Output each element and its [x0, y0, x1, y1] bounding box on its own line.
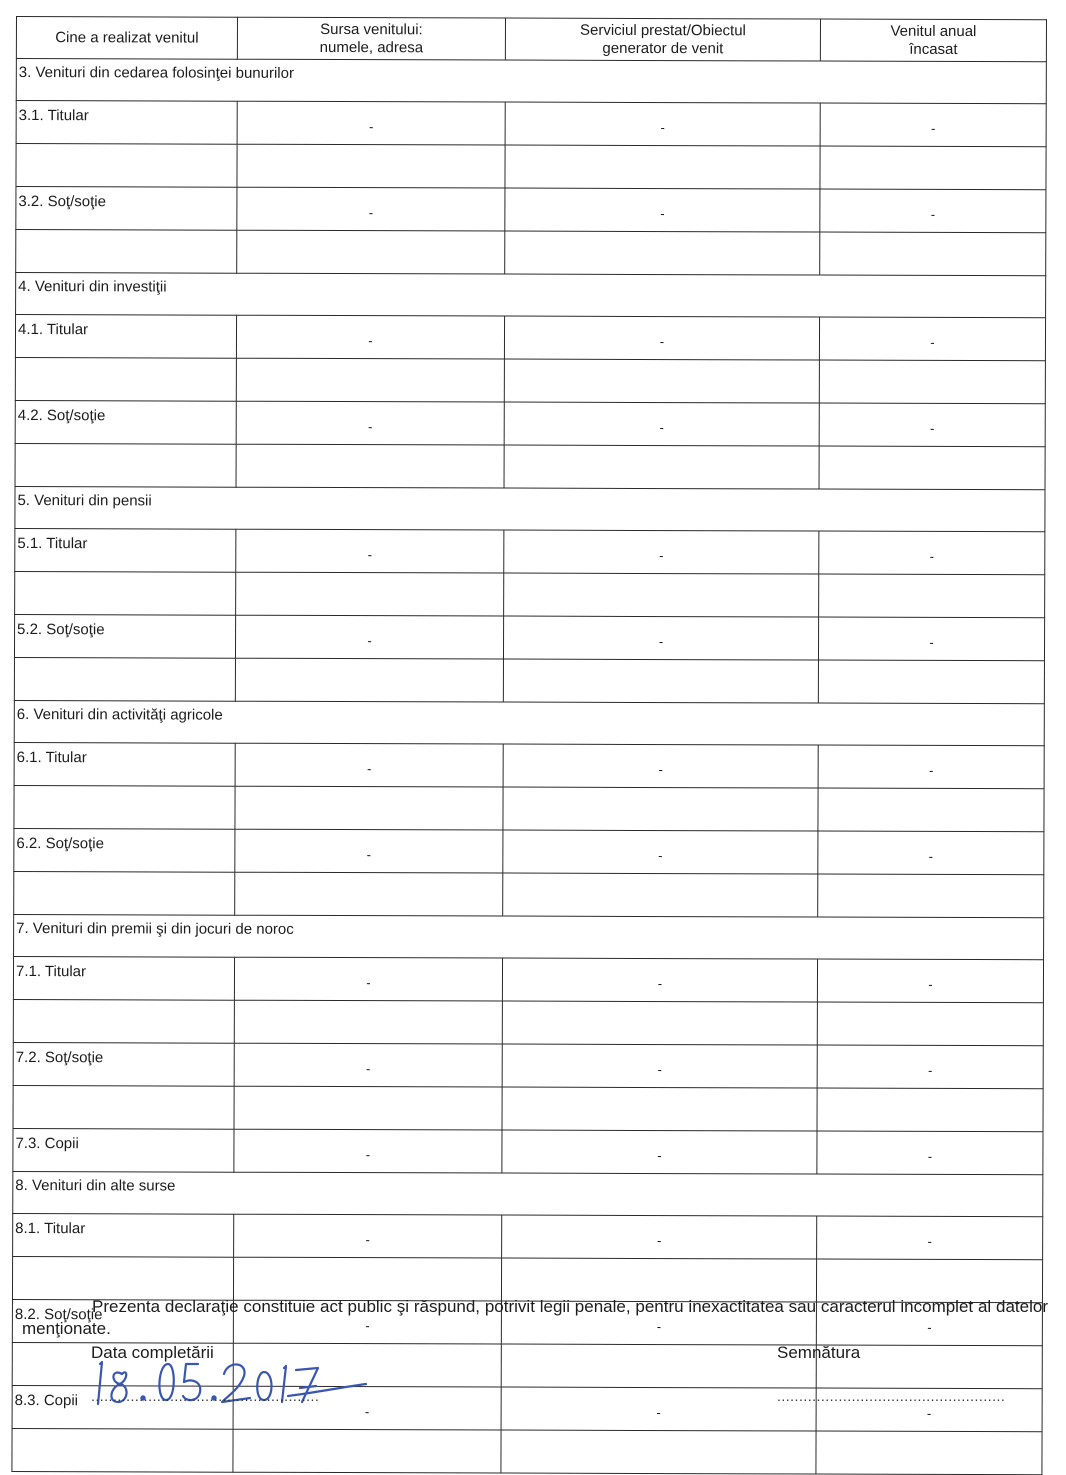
table-row	[16, 144, 1046, 190]
table-header-row	[16, 17, 1046, 62]
row-label-text: 3.1. Titular	[18, 107, 89, 125]
row-label-cell	[15, 528, 236, 572]
income-cell	[819, 574, 1045, 618]
header-service-line2: generator de venit	[602, 39, 724, 57]
table-row	[15, 443, 1045, 489]
income-text: -	[927, 1319, 932, 1335]
table-row	[15, 571, 1045, 617]
source-text: -	[368, 118, 374, 134]
source-text: -	[367, 546, 373, 562]
row-label-text: 8.1. Titular	[15, 1220, 86, 1238]
source-cell	[235, 658, 503, 702]
section-row	[16, 273, 1046, 318]
source-text: -	[365, 1146, 371, 1162]
source-cell	[236, 572, 504, 616]
source-cell	[236, 315, 504, 359]
service-cell	[502, 1215, 817, 1259]
source-cell	[237, 230, 505, 274]
row-label-text: 7.2. Soţ/soţie	[15, 1049, 104, 1067]
section-row	[16, 59, 1046, 104]
source-text: -	[368, 332, 373, 348]
section-row	[13, 1171, 1043, 1216]
service-cell	[505, 231, 820, 275]
row-label-text: 8.3. Copii	[14, 1392, 79, 1410]
income-cell	[819, 403, 1045, 447]
row-label-cell	[12, 1256, 233, 1300]
table-row	[16, 101, 1046, 147]
service-text: -	[658, 847, 663, 863]
row-label-cell	[14, 871, 235, 915]
row-label-text: 7.3. Copii	[15, 1135, 79, 1153]
source-cell	[236, 529, 504, 573]
row-label-cell	[13, 1085, 234, 1129]
row-label-cell	[14, 742, 235, 786]
row-label-text: 8.2. Soţ/soţie	[14, 1306, 103, 1324]
row-label-cell	[12, 1428, 233, 1472]
service-cell	[502, 1044, 817, 1088]
date-dotted-line: ....................................................	[91, 1388, 320, 1404]
income-cell	[819, 531, 1045, 575]
table-row	[15, 357, 1045, 403]
income-text: -	[930, 206, 936, 222]
income-cell	[818, 660, 1044, 704]
source-cell	[235, 829, 503, 873]
section-title: 7. Venituri din premii şi din jocuri de noroc	[14, 914, 1044, 959]
income-text: -	[927, 1062, 933, 1078]
row-label-text: 6.1. Titular	[16, 749, 87, 767]
source-cell	[236, 358, 504, 402]
table-row	[15, 400, 1045, 446]
income-cell	[818, 617, 1044, 661]
section-row	[14, 914, 1044, 959]
income-text: -	[928, 848, 934, 864]
income-cell	[817, 1088, 1043, 1132]
service-text: -	[658, 633, 664, 649]
income-cell	[819, 446, 1045, 490]
source-text: -	[366, 974, 371, 990]
table-row	[13, 1213, 1043, 1259]
row-label-cell	[14, 828, 235, 872]
income-text: -	[930, 334, 935, 350]
signature-label: Semnătura	[777, 1343, 861, 1362]
section-row	[15, 486, 1045, 531]
income-cell	[818, 874, 1044, 918]
source-cell	[233, 1429, 501, 1473]
income-cell	[818, 831, 1044, 875]
source-cell	[235, 872, 503, 916]
source-cell	[237, 101, 505, 145]
service-text: -	[658, 761, 663, 777]
table-row	[14, 614, 1044, 660]
income-cell	[817, 1002, 1043, 1046]
table-row	[14, 871, 1044, 917]
table-row	[14, 742, 1044, 788]
table-row	[14, 785, 1044, 831]
income-table	[11, 16, 1047, 1475]
source-text: -	[368, 418, 373, 434]
service-text: -	[659, 547, 664, 563]
row-label-cell	[13, 1213, 234, 1257]
row-label-cell	[13, 999, 234, 1043]
source-cell	[235, 615, 503, 659]
row-label-cell	[16, 101, 237, 145]
table-row	[15, 315, 1045, 361]
table-row	[13, 1085, 1043, 1131]
row-label-text: 5.2. Soţ/soţie	[17, 621, 105, 639]
service-text: -	[656, 1232, 662, 1248]
section-title: 8. Venituri din alte surse	[13, 1171, 1043, 1216]
source-text: -	[368, 204, 374, 220]
income-text: -	[927, 1148, 933, 1164]
income-text: -	[926, 1405, 932, 1421]
service-text: -	[660, 119, 665, 135]
service-cell	[501, 1344, 816, 1388]
source-text: -	[367, 632, 372, 648]
section-title: 6. Venituri din activităţi agricole	[14, 700, 1044, 745]
row-label-text: 3.2. Soţ/soţie	[18, 193, 107, 211]
service-cell	[502, 958, 817, 1002]
service-cell	[504, 445, 819, 489]
header-source-line1: Sursa venitului:	[320, 20, 423, 38]
header-service-line1: Serviciul prestat/Obiectul	[579, 21, 746, 39]
row-label-cell	[15, 315, 236, 359]
service-cell	[504, 402, 819, 446]
service-text: -	[657, 975, 663, 991]
service-text: -	[656, 1404, 661, 1420]
source-cell	[235, 786, 503, 830]
service-text: -	[657, 1061, 662, 1077]
income-text: -	[928, 976, 933, 992]
source-text: -	[365, 1317, 370, 1333]
row-label-cell	[13, 1042, 234, 1086]
income-text: -	[929, 548, 935, 564]
service-cell	[504, 316, 819, 360]
service-text: -	[656, 1318, 662, 1334]
source-cell	[234, 1043, 502, 1087]
service-cell	[501, 1430, 816, 1474]
income-cell	[818, 745, 1044, 789]
source-cell	[236, 444, 504, 488]
header-income-line1: Venitul anual	[890, 22, 977, 40]
service-cell	[505, 145, 820, 189]
service-cell	[502, 1130, 817, 1174]
row-label-cell	[13, 1128, 234, 1172]
header-service	[505, 18, 820, 61]
source-cell	[236, 401, 504, 445]
table-row	[14, 828, 1044, 874]
date-label: Data completării	[91, 1343, 214, 1362]
row-label-cell	[14, 657, 235, 701]
income-cell	[819, 360, 1045, 404]
service-cell	[503, 659, 818, 703]
service-cell	[504, 573, 819, 617]
table-row	[15, 528, 1045, 574]
income-cell	[817, 1216, 1043, 1260]
income-cell	[816, 1431, 1042, 1475]
service-text: -	[660, 205, 665, 221]
service-text: -	[659, 333, 665, 349]
table-row	[13, 1042, 1043, 1088]
section-row	[14, 700, 1044, 745]
income-cell	[817, 1045, 1043, 1089]
source-cell	[235, 743, 503, 787]
source-cell	[237, 144, 505, 188]
header-income-line2: încasat	[909, 40, 958, 58]
income-cell	[820, 103, 1046, 147]
service-cell	[505, 188, 820, 232]
section-title: 3. Venituri din cedarea folosinţei bunurilor	[16, 59, 1046, 104]
service-cell	[502, 1087, 817, 1131]
income-cell	[817, 959, 1043, 1003]
source-text: -	[366, 760, 372, 776]
row-label-text: 5.1. Titular	[17, 535, 88, 553]
source-text: -	[366, 1060, 371, 1076]
legal-statement: Prezenta declaraţie constituie act public şi răspund, potrivit legii penale, pentru inexactitatea sau caracterul incomplet al datelor menţionate.	[22, 1297, 1048, 1338]
income-cell	[817, 1131, 1043, 1175]
service-cell	[502, 1001, 817, 1045]
source-cell	[234, 1086, 502, 1130]
source-text: -	[364, 1403, 370, 1419]
row-label-cell	[14, 785, 235, 829]
income-text: -	[930, 420, 935, 436]
source-cell	[234, 1214, 502, 1258]
section-title: 5. Venituri din pensii	[15, 486, 1045, 531]
income-text: -	[927, 1233, 932, 1249]
income-cell	[820, 189, 1046, 233]
service-cell	[503, 744, 818, 788]
table-row	[13, 956, 1043, 1002]
row-label-cell	[16, 144, 237, 188]
header-source	[237, 17, 505, 60]
row-label-cell	[13, 956, 234, 1000]
row-label-cell	[15, 357, 236, 401]
table-row	[16, 187, 1046, 233]
source-cell	[234, 957, 502, 1001]
service-text: -	[657, 1147, 662, 1163]
row-label-text: 4.2. Soţ/soţie	[17, 407, 106, 425]
source-cell	[233, 1257, 501, 1301]
service-cell	[503, 830, 818, 874]
source-cell	[237, 187, 505, 231]
income-text: -	[930, 120, 936, 136]
table-row	[16, 230, 1046, 276]
table-row	[13, 999, 1043, 1045]
service-cell	[504, 359, 819, 403]
row-label-cell	[15, 400, 236, 444]
source-text: -	[366, 846, 372, 862]
header-source-line2: numele, adresa	[319, 38, 424, 56]
source-cell	[234, 1000, 502, 1044]
section-title: 4. Venituri din investiţii	[16, 273, 1046, 318]
table-row	[12, 1428, 1042, 1474]
row-label-text: 4.1. Titular	[17, 321, 89, 339]
row-label-cell	[16, 230, 237, 274]
service-cell	[501, 1387, 816, 1431]
income-text: -	[929, 634, 934, 650]
income-cell	[820, 146, 1046, 190]
income-text: -	[928, 762, 934, 778]
income-cell	[819, 317, 1045, 361]
service-text: -	[659, 419, 664, 435]
income-cell	[818, 788, 1044, 832]
source-cell	[234, 1129, 502, 1173]
table-row	[13, 1128, 1043, 1174]
service-cell	[503, 787, 818, 831]
service-cell	[504, 530, 819, 574]
row-label-cell	[14, 614, 235, 658]
source-text: -	[365, 1231, 370, 1247]
service-cell	[503, 616, 818, 660]
table-row	[14, 657, 1044, 703]
row-label-cell	[15, 571, 236, 615]
row-label-text: 6.2. Soţ/soţie	[16, 835, 104, 853]
row-label-text: 7.1. Titular	[15, 963, 87, 981]
header-who: Cine a realizat venitul	[16, 17, 237, 60]
service-cell	[503, 873, 818, 917]
row-label-cell	[16, 187, 237, 231]
row-label-cell	[15, 443, 236, 487]
signature-dotted-line: ....................................................	[777, 1388, 1006, 1404]
header-income	[820, 19, 1046, 62]
table-body	[12, 59, 1046, 1475]
service-cell	[505, 102, 820, 146]
income-cell	[820, 232, 1046, 276]
